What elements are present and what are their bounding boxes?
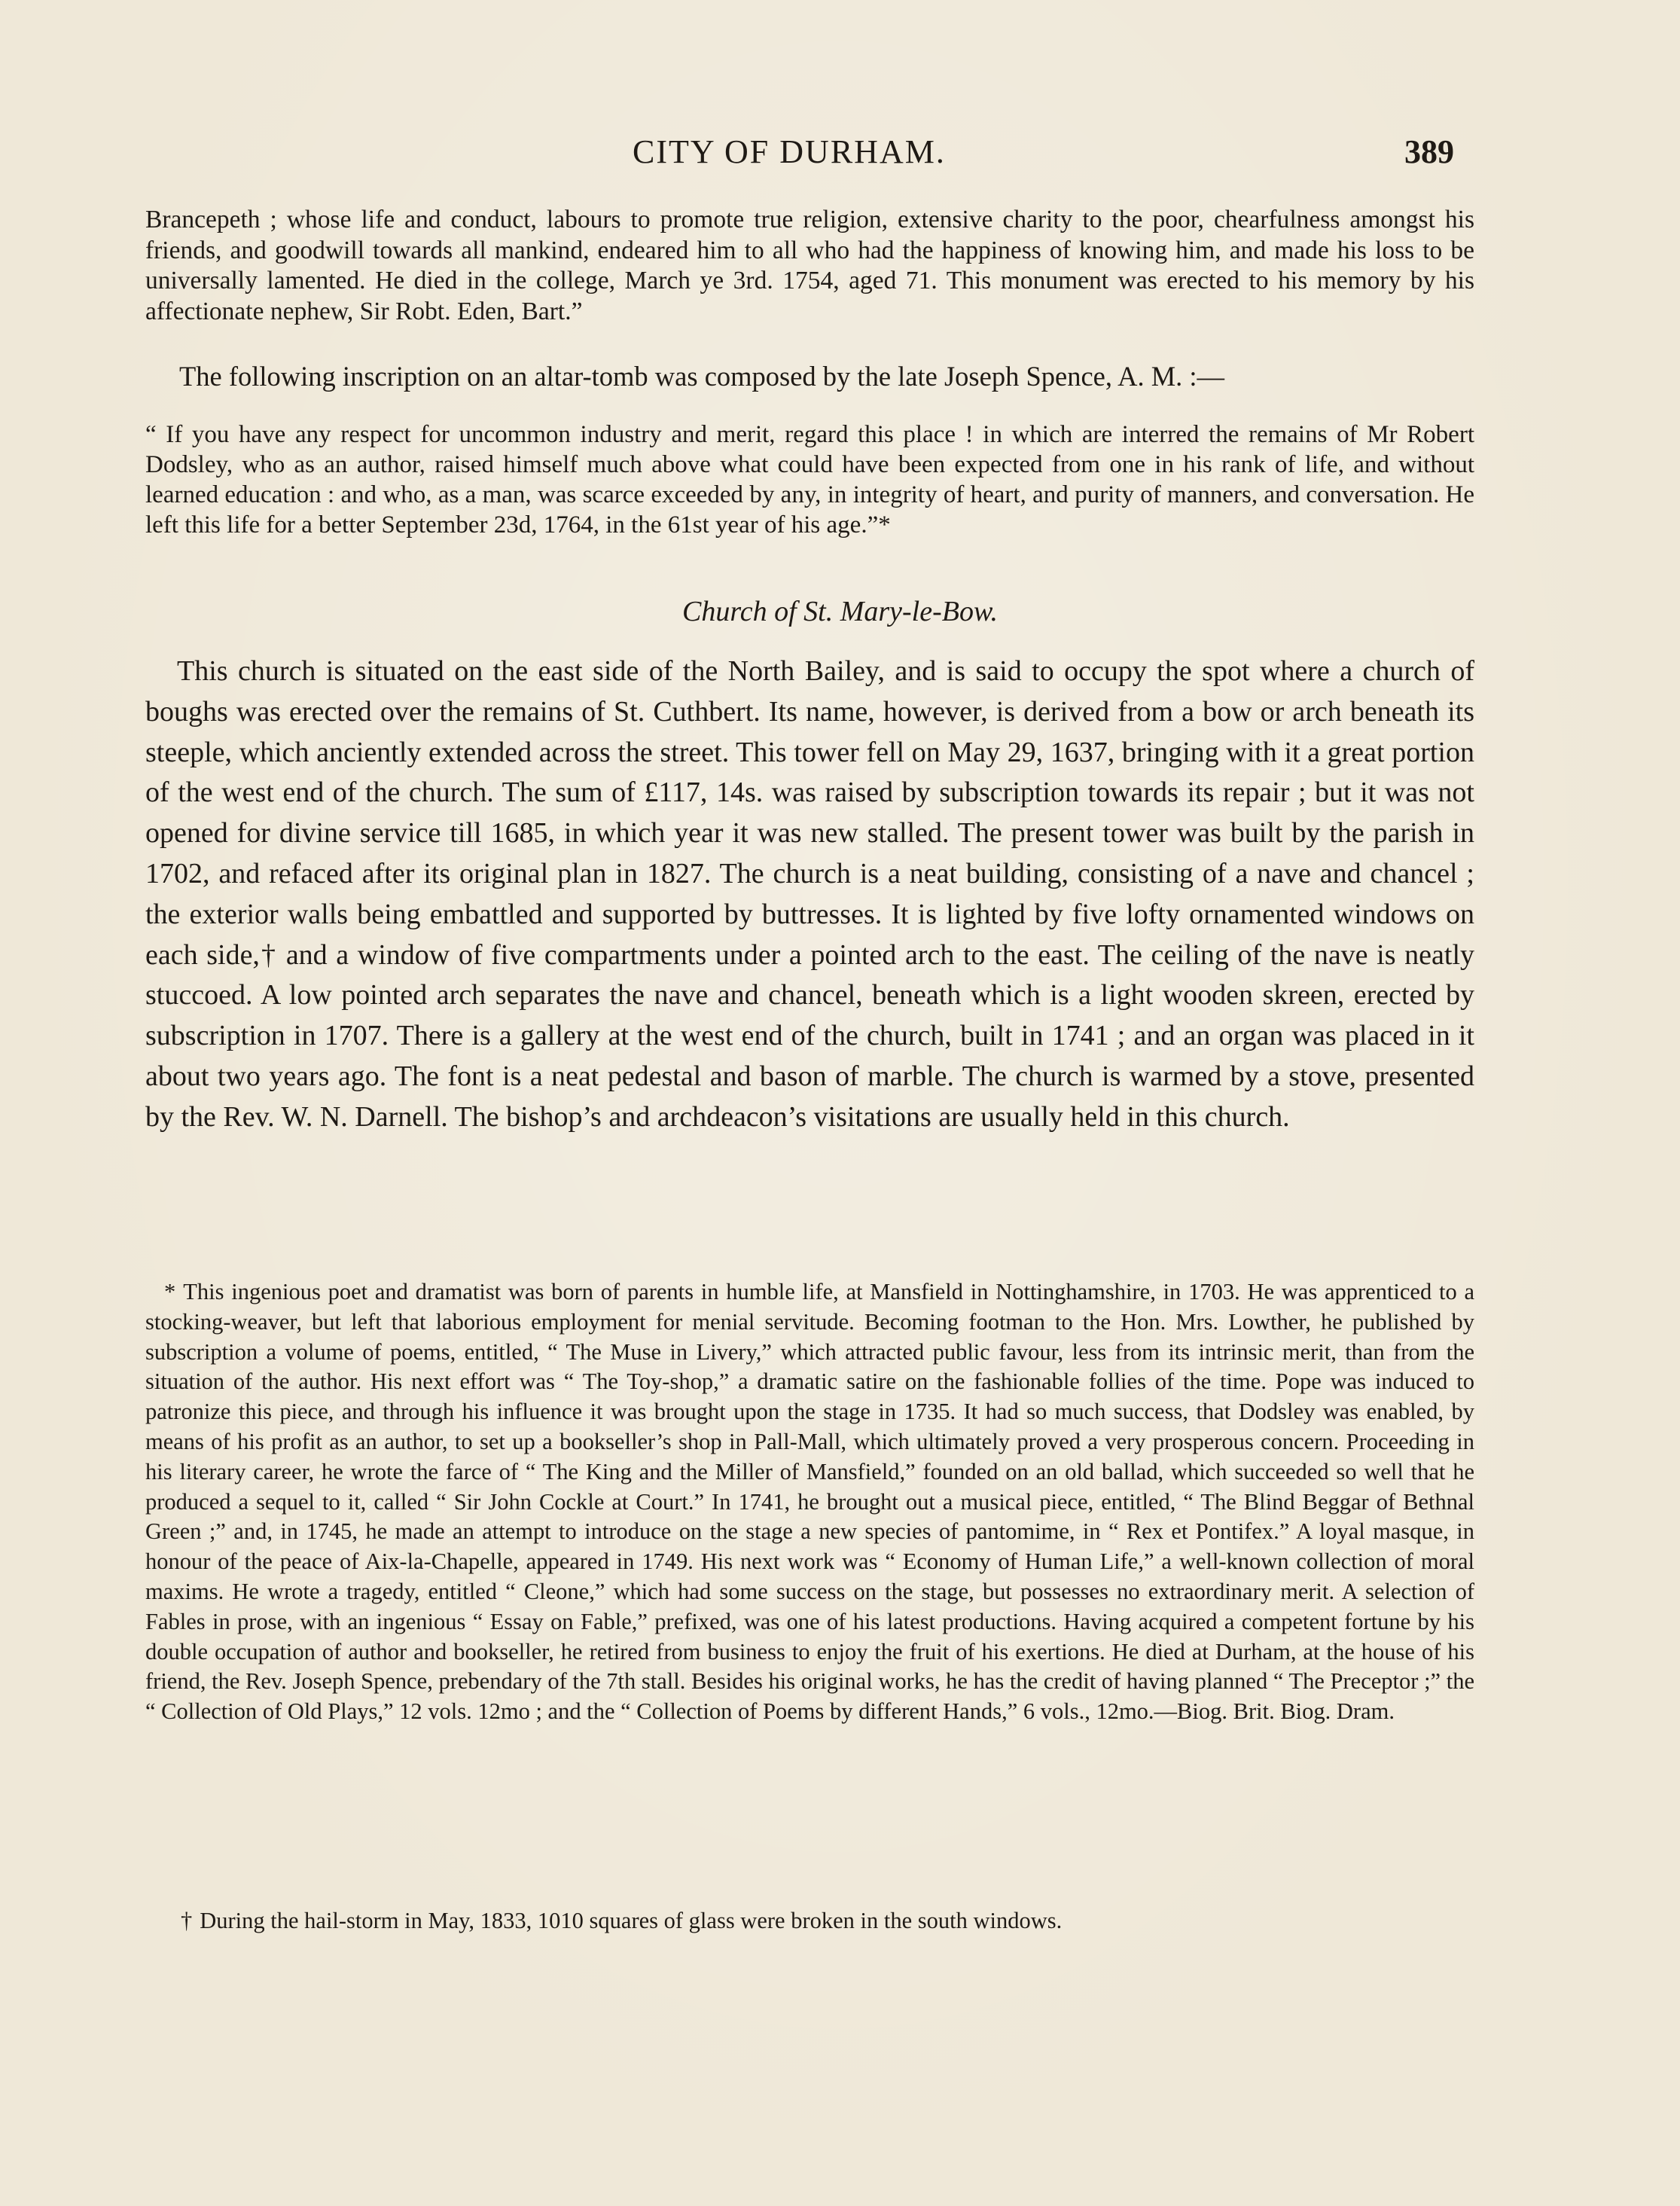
inscription-intro: The following inscription on an altar-tomb was composed by the late Joseph Spence, A. M. :— <box>179 361 1225 392</box>
footnote-hailstorm <box>0 1905 1680 1936</box>
church-description-paragraph: This church is situated on the east side of the North Bailey, and is said to occupy the spot where a church of boughs was erected over the remains of St. Cuthbert. Its name, however, is derived from a bow or arch beneath its steeple, which anciently extended across the street. This tower fell on May 29, 1637, bringing with it a great portion of the west end of the church. The sum of £117, 14s. was raised by subscription towards its repair ; but it was not opened for divine service till 1685, in which year it was new stalled. The present tower was built by the parish in 1702, and refaced after its original plan in 1827. The church is a neat building, consisting of a nave and chancel ; the exterior walls being embattled and supported by buttresses. It is lighted by five lofty ornamented windows on each side,† and a window of five compartments under a pointed arch to the east. The ceiling of the nave is neatly stuccoed. A low pointed arch separates the nave and chancel, beneath which is a light wooden skreen, erected by subscription in 1707. There is a gallery at the west end of the church, built in 1741 ; and an organ was placed in it about two years ago. The font is a neat pedestal and bason of marble. The church is warmed by a stove, presented by the Rev. W. N. Darnell. The bishop’s and archdeacon’s visitations are usually held in this church. <box>145 655 1474 1133</box>
running-title: CITY OF DURHAM. <box>633 133 946 170</box>
footnote-dodsley <box>145 1277 1474 1727</box>
footnote-text: This ingenious poet and dramatist was born of parents in humble life, at Mansfield in Nottinghamshire, in 1703. He was apprenticed to a stocking-weaver, but left that laborious employment for menial servitude. Becoming footman to the Hon. Mrs. Lowther, he published by subscription a volume of poems, entitled, “ The Muse in Livery,” which attracted public favour, less from its intrinsic merit, than from the situation of the author. His next effort was “ The Toy-shop,” a dramatic satire on the fashionable follies of the time. Pope was induced to patronize this piece, and through his influence it was brought upon the stage in 1735. It had so much success, that Dodsley was enabled, by means of his profit as an author, to set up a bookseller’s shop in Pall-Mall, which ultimately proved a very prosperous concern. Proceeding in his literary career, he wrote the farce of “ The King and the Miller of Mansfield,” founded on an old ballad, which succeeded so well that he produced a sequel to it, called “ Sir John Cockle at Court.” In 1741, he brought out a musical piece, entitled, “ The Blind Beggar of Bethnal Green ;” and, in 1745, he made an attempt to introduce on the stage a new species of pantomime, in “ Rex et Pontifex.” A loyal masque, in honour of the peace of Aix-la-Chapelle, appeared in 1749. His next work was “ Economy of Human Life,” a well-known collection of moral maxims. He wrote a tragedy, entitled “ Cleone,” which had some success on the stage, but possesses no extraordinary merit. A selection of Fables in prose, with an ingenious “ Essay on Fable,” prefixed, was one of his latest productions. Having acquired a competent fortune by his double occupation of author and bookseller, he retired from business to enjoy the fruit of his exertions. He died at Durham, at the house of his friend, the Rev. Joseph Spence, prebendary of the 7th stall. Besides his original works, he has the credit of having planned “ The Preceptor ;” the “ Collection of Old Plays,” 12 vols. 12mo ; and the “ Collection of Poems by different Hands,” 6 vols., 12mo.—Biog. Brit. Biog. Dram. <box>145 1279 1474 1725</box>
inscription-quote: “ If you have any respect for uncommon industry and merit, regard this place ! in which are interred the remains of Mr Robert Dodsley, who as an author, raised himself much above what could have been expected from one in his rank of life, and without learned education : and who, as a man, was scarce exceeded by any, in integrity of heart, and purity of manners, and conversation. He left this life for a better September 23d, 1764, in the 61st year of his age.”* <box>145 421 1474 539</box>
continuation-paragraph: Brancepeth ; whose life and conduct, labours to promote true religion, extensive charity to the poor, chearfulness amongst his friends, and goodwill towards all mankind, endeared him to all who had the happiness of knowing him, and made his loss to be universally lamented. He died in the college, March ye 3rd. 1754, aged 71. This monument was erected to his memory by his affectionate nephew, Sir Robt. Eden, Bart.” <box>145 206 1474 325</box>
section-title: Church of St. Mary-le-Bow. <box>682 596 998 627</box>
footnote-text: During the hail-storm in May, 1833, 1010 squares of glass were broken in the south windows. <box>200 1908 1063 1933</box>
footnote-marker: * <box>164 1279 176 1304</box>
footnote-marker: † <box>181 1908 193 1933</box>
page-number: 389 <box>1404 133 1454 170</box>
page-header <box>0 133 1680 193</box>
